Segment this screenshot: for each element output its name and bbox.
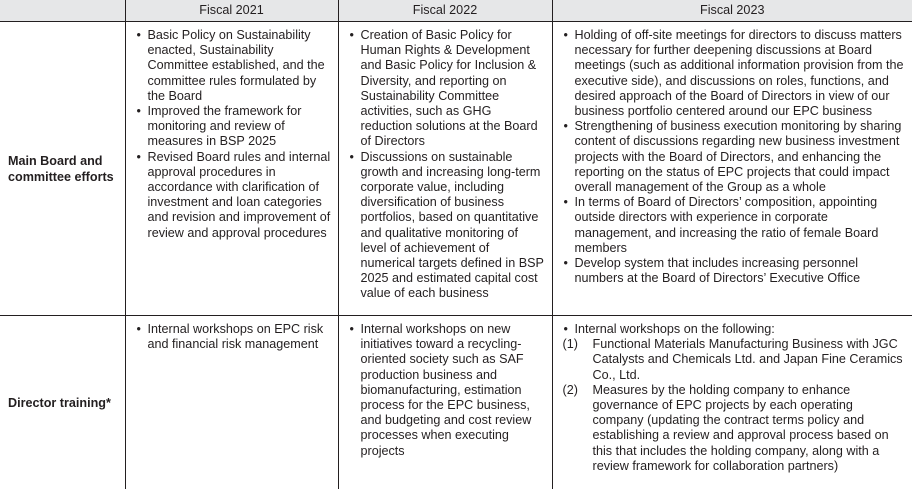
numbered-item [563, 337, 907, 383]
item-text: Measures by the holding company to enhance governance of EPC projects by each operating company (updating the contract terms policy and establishing a review and approval process based on this that includes the holding company, along with a review framework for collaboration partners) [592, 382, 889, 473]
header-fiscal-2022: Fiscal 2022 [338, 0, 552, 22]
cell-board-fy2023 [552, 22, 912, 316]
table-row-director-training [0, 316, 912, 490]
cell-board-fy2021 [125, 22, 338, 316]
list-item: • Creation of Basic Policy for Human Rights & Development and Basic Policy for Inclusion & Diversity, and reporting on Sustainability Committee activities, such as GHG reduction solutions at the Board of Directors [349, 28, 546, 150]
bullet-list [339, 22, 552, 302]
cell-training-fy2022 [338, 316, 552, 490]
cell-training-fy2021 [125, 316, 338, 490]
header-fiscal-2023: Fiscal 2023 [552, 0, 912, 22]
list-intro: • Internal workshops on the following: [563, 322, 907, 337]
row-label-director-training: Director training* [0, 316, 125, 490]
list-item: • Internal workshops on EPC risk and financial risk management [136, 322, 332, 352]
item-number: (1) [562, 337, 578, 352]
bullet-list [126, 316, 338, 352]
header-fiscal-2021: Fiscal 2021 [125, 0, 338, 22]
list-item: • Basic Policy on Sustainability enacted, Sustainability Committee established, and the committee rules formulated by the Board [136, 28, 332, 104]
list-item: • Discussions on sustainable growth and increasing long-term corporate value, including diversification of business portfolios, based on quantitative and qualitative monitoring of level of achievement of numerical targets defined in BSP 2025 and estimated capital cost value of each business [349, 150, 546, 302]
bullet-list [553, 22, 912, 286]
header-row [0, 0, 912, 22]
cell-board-fy2022 [338, 22, 552, 316]
list-item: • Revised Board rules and internal approval procedures in accordance with clarification of investment and loan categories and revision and improvement of review and approval procedures [136, 150, 332, 241]
list-item: • Strengthening of business execution monitoring by sharing content of discussions regarding new business investment projects with the Board of Directors, and enhancing the reporting on the status of EPC projects that could impact overall management of the Group as a whole [563, 119, 907, 195]
table-row-board-efforts [0, 22, 912, 316]
numbered-list [563, 337, 907, 474]
list-item: • Holding of off-site meetings for directors to discuss matters necessary for further deepening discussions at Board meetings (such as additional information provision from the executive side), and discussions on roles, functions, and desired approach of the Board of Directors in view of our business portfolio centered around our EPC business [563, 28, 907, 119]
list-item: • Internal workshops on new initiatives toward a recycling-oriented society such as SAF production business and biomanufacturing, estimation process for the EPC business, and budgeting and cost review processes when executing projects [349, 322, 546, 459]
bullet-list [339, 316, 552, 459]
training-fy2023-content [553, 316, 912, 474]
header-corner-cell [0, 0, 125, 22]
cell-training-fy2023 [552, 316, 912, 490]
bullet-list [126, 22, 338, 241]
list-item: • Develop system that includes increasing personnel numbers at the Board of Directors’ Executive Office [563, 256, 907, 286]
list-item: • Improved the framework for monitoring and review of measures in BSP 2025 [136, 104, 332, 150]
row-label-board-efforts: Main Board and committee efforts [0, 22, 125, 316]
numbered-item [563, 383, 907, 474]
item-text: Functional Materials Manufacturing Business with JGC Catalysts and Chemicals Ltd. and Japan Fine Ceramics Co., Ltd. [592, 337, 903, 382]
list-item: • In terms of Board of Directors’ composition, appointing outside directors with experience in corporate management, and increasing the ratio of female Board members [563, 195, 907, 256]
item-number: (2) [562, 382, 578, 397]
